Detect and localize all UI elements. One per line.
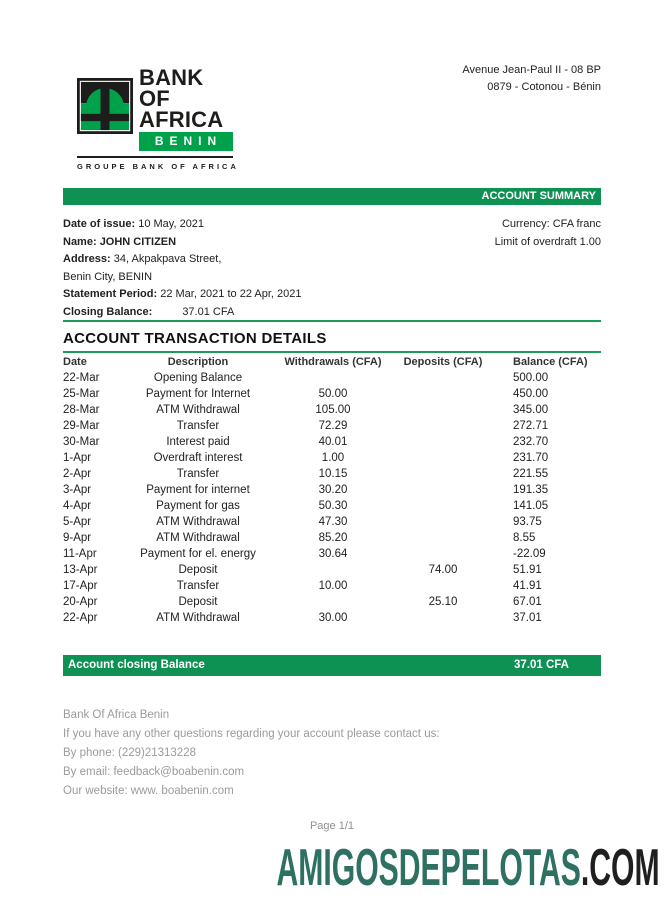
transaction-cell <box>273 562 393 578</box>
transaction-row <box>63 562 601 578</box>
transaction-cell: 11-Apr <box>63 548 97 560</box>
transaction-cell <box>393 370 493 386</box>
transaction-cell: Transfer <box>176 468 220 480</box>
header-row <box>63 354 601 370</box>
transaction-row <box>63 402 601 418</box>
transaction-cell: 50.00 <box>318 388 348 400</box>
transaction-cell: Overdraft interest <box>153 452 243 464</box>
transaction-row <box>63 594 601 610</box>
bank-logo <box>77 65 239 171</box>
transaction-cell <box>393 498 493 514</box>
column-header: Description <box>167 356 229 368</box>
transaction-cell: 20-Apr <box>63 596 98 608</box>
transaction-cell: ATM Withdrawal <box>156 532 240 544</box>
bank-address-line1: Avenue Jean-Paul II - 08 BP <box>462 64 601 76</box>
transaction-cell <box>393 450 493 466</box>
address-row2 <box>63 269 301 287</box>
column-header: Withdrawals (CFA) <box>284 356 382 368</box>
transaction-row <box>63 386 601 402</box>
name-row <box>63 234 301 252</box>
transaction-row <box>63 466 601 482</box>
transaction-cell: 29-Mar <box>63 420 100 432</box>
bank-logo-text <box>139 66 233 151</box>
watermark-tld: .COM <box>581 839 660 897</box>
closing-bar-value: 37.01 CFA <box>514 659 569 671</box>
date-of-issue-label: Date of issue: <box>63 218 136 230</box>
address-row <box>63 251 301 269</box>
transaction-cell: Deposit <box>178 596 218 608</box>
currency-value: Currency: CFA franc <box>501 218 601 230</box>
transaction-cell: 3-Apr <box>63 484 92 496</box>
transaction-cell: 93.75 <box>513 516 542 528</box>
transaction-cell: 231.70 <box>513 452 549 464</box>
transaction-cell: 85.20 <box>318 532 348 544</box>
transaction-cell: 30.00 <box>318 612 348 624</box>
footer-email: By email: feedback@boabenin.com <box>63 766 245 778</box>
footer-contact <box>63 706 440 801</box>
transaction-cell: 41.91 <box>513 580 542 592</box>
column-header: Balance (CFA) <box>513 356 588 368</box>
transaction-cell <box>393 434 493 450</box>
transaction-row <box>63 514 601 530</box>
footer-phone: By phone: (229)21313228 <box>63 747 196 759</box>
transaction-row <box>63 610 601 626</box>
transaction-cell: 40.01 <box>318 436 348 448</box>
transaction-cell <box>393 418 493 434</box>
transaction-cell <box>393 402 493 418</box>
transaction-cell: 74.00 <box>428 564 458 576</box>
transaction-cell: 30-Mar <box>63 436 100 448</box>
transaction-cell <box>393 514 493 530</box>
transaction-cell <box>273 370 393 386</box>
transaction-cell: ATM Withdrawal <box>156 404 240 416</box>
account-summary-title: ACCOUNT SUMMARY <box>481 190 596 202</box>
closing-bar-label: Account closing Balance <box>68 659 205 671</box>
date-of-issue-value: 10 May, 2021 <box>138 218 205 230</box>
transaction-row <box>63 370 601 386</box>
address-label: Address: <box>63 253 111 265</box>
transaction-cell: Payment for internet <box>146 484 250 496</box>
logo-divider <box>77 156 233 158</box>
name-label: Name: <box>63 235 97 248</box>
transaction-cell: 30.64 <box>318 548 348 560</box>
transaction-row <box>63 450 601 466</box>
transaction-cell: 272.71 <box>513 420 549 432</box>
transaction-cell: 450.00 <box>513 388 549 400</box>
transaction-cell: 22-Apr <box>63 612 98 624</box>
transactions-body <box>63 370 601 626</box>
transaction-cell: 22-Mar <box>63 372 100 384</box>
logo-word-africa: AFRICA <box>139 107 224 132</box>
address-value2: Benin City, BENIN <box>63 270 153 283</box>
transaction-cell: Payment for gas <box>156 500 240 512</box>
transaction-cell: Transfer <box>176 580 220 592</box>
transaction-cell <box>393 466 493 482</box>
transaction-cell: 30.20 <box>318 484 348 496</box>
footer-contact-intro: If you have any other questions regarding your account please contact us: <box>63 728 440 740</box>
column-header: Deposits (CFA) <box>403 356 483 368</box>
transaction-cell: 2-Apr <box>63 468 92 480</box>
transaction-cell: 8.55 <box>513 532 536 544</box>
transaction-row <box>63 418 601 434</box>
transactions-table <box>63 354 601 626</box>
transaction-cell <box>273 594 393 610</box>
transaction-cell <box>393 482 493 498</box>
transactions-title-underline <box>63 351 601 353</box>
transaction-cell: 47.30 <box>318 516 348 528</box>
transaction-row <box>63 530 601 546</box>
transaction-cell: 37.01 <box>513 612 542 624</box>
transaction-cell: 51.91 <box>513 564 542 576</box>
footer-bank-name: Bank Of Africa Benin <box>63 709 170 721</box>
logo-word-of: OF <box>139 86 170 111</box>
transaction-cell <box>393 530 493 546</box>
transaction-cell: 221.55 <box>513 468 549 480</box>
transaction-cell: -22.09 <box>513 548 546 560</box>
date-of-issue-row <box>63 216 301 234</box>
transaction-cell <box>393 578 493 594</box>
transaction-cell: Payment for el. energy <box>140 548 256 560</box>
transaction-cell: 191.35 <box>513 484 549 496</box>
bank-logo-mark-icon <box>77 66 133 146</box>
summary-divider-line <box>63 320 601 322</box>
transaction-row <box>63 546 601 562</box>
transaction-cell: 105.00 <box>315 404 351 416</box>
logo-group-caption: GROUPE BANK OF AFRICA <box>77 162 239 171</box>
transaction-cell: 1-Apr <box>63 452 92 464</box>
transaction-cell: 232.70 <box>513 436 549 448</box>
transaction-cell: 10.00 <box>318 580 348 592</box>
transaction-cell: 25-Mar <box>63 388 100 400</box>
statement-period-value: 22 Mar, 2021 to 22 Apr, 2021 <box>160 288 302 300</box>
transaction-cell: 28-Mar <box>63 404 100 416</box>
transaction-cell: 10.15 <box>318 468 348 480</box>
closing-balance-label: Closing Balance: <box>63 305 153 318</box>
bank-address <box>462 62 601 96</box>
watermark <box>277 840 660 896</box>
transaction-cell: ATM Withdrawal <box>156 516 240 528</box>
transaction-cell: Payment for Internet <box>145 388 251 400</box>
transaction-cell: 72.29 <box>318 420 348 432</box>
transactions-title: ACCOUNT TRANSACTION DETAILS <box>63 330 327 347</box>
statement-period-row <box>63 286 301 304</box>
watermark-name: AMIGOSDEPELOTAS <box>276 839 582 897</box>
transaction-cell: 25.10 <box>428 596 458 608</box>
closing-balance-row <box>63 304 301 322</box>
overdraft-limit-value: Limit of overdraft 1.00 <box>494 235 601 248</box>
transaction-cell: 500.00 <box>513 372 549 384</box>
logo-country-badge: BENIN <box>139 132 233 151</box>
closing-balance-bar <box>63 655 601 676</box>
address-value: 34, Akpakpava Street, <box>113 253 222 265</box>
transaction-cell: 4-Apr <box>63 500 92 512</box>
bank-address-line2: 0879 - Cotonou - Bénin <box>487 81 601 93</box>
statement-period-label: Statement Period: <box>63 288 158 300</box>
account-summary-bar <box>63 188 601 205</box>
transaction-cell: Interest paid <box>166 436 230 448</box>
transaction-cell: 141.05 <box>513 500 549 512</box>
logo-word-bank: BANK <box>139 65 204 90</box>
transaction-cell <box>393 386 493 402</box>
transaction-cell: 9-Apr <box>63 532 92 544</box>
transaction-cell <box>393 546 493 562</box>
transaction-cell <box>393 610 493 626</box>
name-value: JOHN CITIZEN <box>99 235 177 248</box>
transaction-cell: 5-Apr <box>63 516 92 528</box>
transaction-cell: 13-Apr <box>63 564 98 576</box>
transaction-cell: 67.01 <box>513 596 542 608</box>
footer-website: Our website: www. boabenin.com <box>63 785 234 797</box>
transaction-cell: 1.00 <box>321 452 345 464</box>
transaction-cell: 17-Apr <box>63 580 98 592</box>
page-number: Page 1/1 <box>309 820 355 832</box>
transaction-row <box>63 498 601 514</box>
transaction-cell: Deposit <box>178 564 218 576</box>
account-summary-side <box>495 216 601 251</box>
account-summary-details <box>63 216 301 321</box>
transaction-cell: 50.30 <box>318 500 348 512</box>
transaction-row <box>63 482 601 498</box>
transaction-row <box>63 434 601 450</box>
transaction-cell: 345.00 <box>513 404 549 416</box>
column-header: Date <box>63 356 87 368</box>
transaction-cell: Opening Balance <box>153 372 243 384</box>
transactions-header <box>63 354 601 370</box>
transaction-cell: ATM Withdrawal <box>156 612 240 624</box>
closing-balance-value: 37.01 CFA <box>182 305 235 318</box>
transaction-cell: Transfer <box>176 420 220 432</box>
transaction-row <box>63 578 601 594</box>
